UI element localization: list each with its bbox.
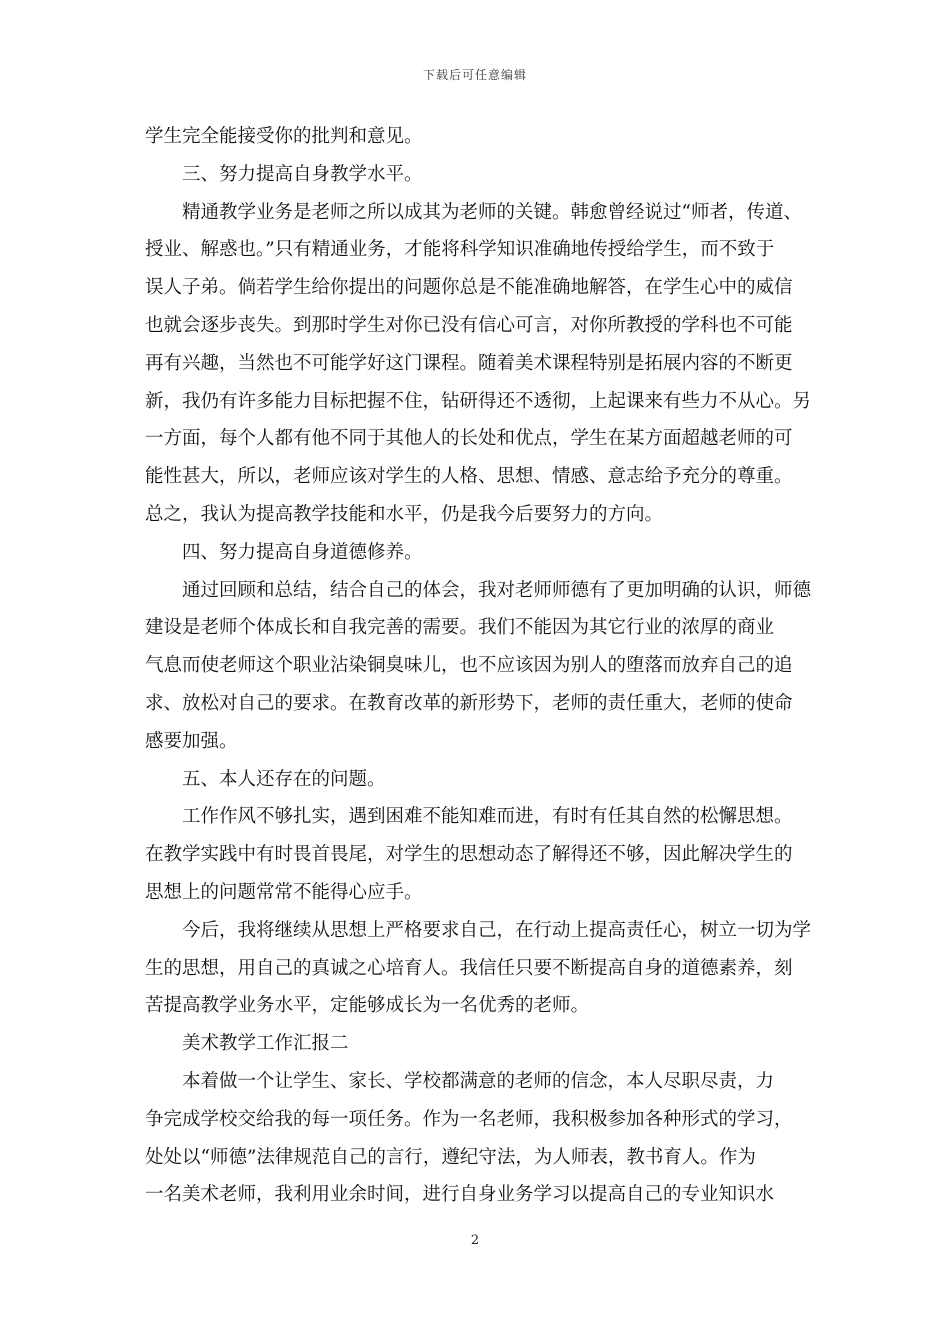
text-line: 误人子弟。倘若学生给你提出的问题你总是不能准确地解答，在学生心中的威信	[145, 277, 793, 299]
text-line: 建设是老师个体成长和自我完善的需要。我们不能因为其它行业的浓厚的商业	[145, 617, 775, 639]
text-line: 思想上的问题常常不能得心应手。	[145, 881, 423, 903]
section-heading: 五、本人还存在的问题。	[182, 768, 386, 790]
text-line: 再有兴趣，当然也不可能学好这门课程。随着美术课程特别是拓展内容的不断更	[145, 352, 793, 374]
section-heading: 四、努力提高自身道德修养。	[182, 541, 423, 563]
text-line: 新，我仍有许多能力目标把握不住，钻研得还不透彻，上起课来有些力不从心。另	[145, 390, 812, 412]
text-line: 学生完全能接受你的批判和意见。	[145, 126, 423, 147]
text-line: 通过回顾和总结，结合自己的体会，我对老师师德有了更加明确的认识，师德	[182, 579, 812, 601]
text-line: 授业、解惑也。”只有精通业务，才能将科学知识准确地传授给学生，而不致于	[145, 239, 775, 261]
text-line: 苦提高教学业务水平，定能够成长为一名优秀的老师。	[145, 995, 590, 1017]
text-line: 总之，我认为提高教学技能和水平，仍是我今后要努力的方向。	[145, 503, 664, 525]
text-line: 求、放松对自己的要求。在教育改革的新形势下，老师的责任重大，老师的使命	[145, 692, 793, 714]
section-heading: 美术教学工作汇报二	[182, 1033, 349, 1055]
text-line: 一方面，每个人都有他不同于其他人的长处和优点，学生在某方面超越老师的可	[145, 428, 793, 450]
text-line: 气息而使老师这个职业沾染铜臭味儿，也不应该因为别人的堕落而放弃自己的追	[145, 655, 793, 677]
text-line: 生的思想，用自己的真诚之心培育人。我信任只要不断提高自身的道德素养，刻	[145, 957, 793, 979]
section-heading: 三、努力提高自身教学水平。	[182, 163, 423, 185]
text-line: 能性甚大，所以，老师应该对学生的人格、思想、情感、意志给予充分的尊重。	[145, 466, 793, 488]
text-line: 今后，我将继续从思想上严格要求自己，在行动上提高责任心，树立一切为学	[182, 919, 812, 941]
document-body	[145, 118, 812, 1214]
text-line: 精通教学业务是老师之所以成其为老师的关键。韩愈曾经说过“师者，传道、	[182, 201, 802, 223]
text-line: 一名美术老师，我利用业余时间，进行自身业务学习以提高自己的专业知识水	[145, 1184, 775, 1206]
text-line: 在教学实践中有时畏首畏尾，对学生的思想动态了解得还不够，因此解决学生的	[145, 844, 793, 866]
text-line: 本着做一个让学生、家长、学校都满意的老师的信念，本人尽职尽责，力	[182, 1070, 775, 1092]
text-line: 也就会逐步丧失。到那时学生对你已没有信心可言，对你所教授的学科也不可能	[145, 314, 793, 336]
page-number: 2	[470, 1233, 480, 1248]
text-line: 感要加强。	[145, 730, 238, 752]
text-line: 争完成学校交给我的每一项任务。作为一名老师，我积极参加各种形式的学习，	[145, 1108, 793, 1130]
text-line: 处处以“师德”法律规范自己的言行，遵纪守法，为人师表，教书育人。作为	[145, 1146, 756, 1168]
text-line: 工作作风不够扎实，遇到困难不能知难而进，有时有任其自然的松懈思想。	[182, 806, 793, 828]
page-header: 下载后可任意编辑	[422, 68, 527, 82]
